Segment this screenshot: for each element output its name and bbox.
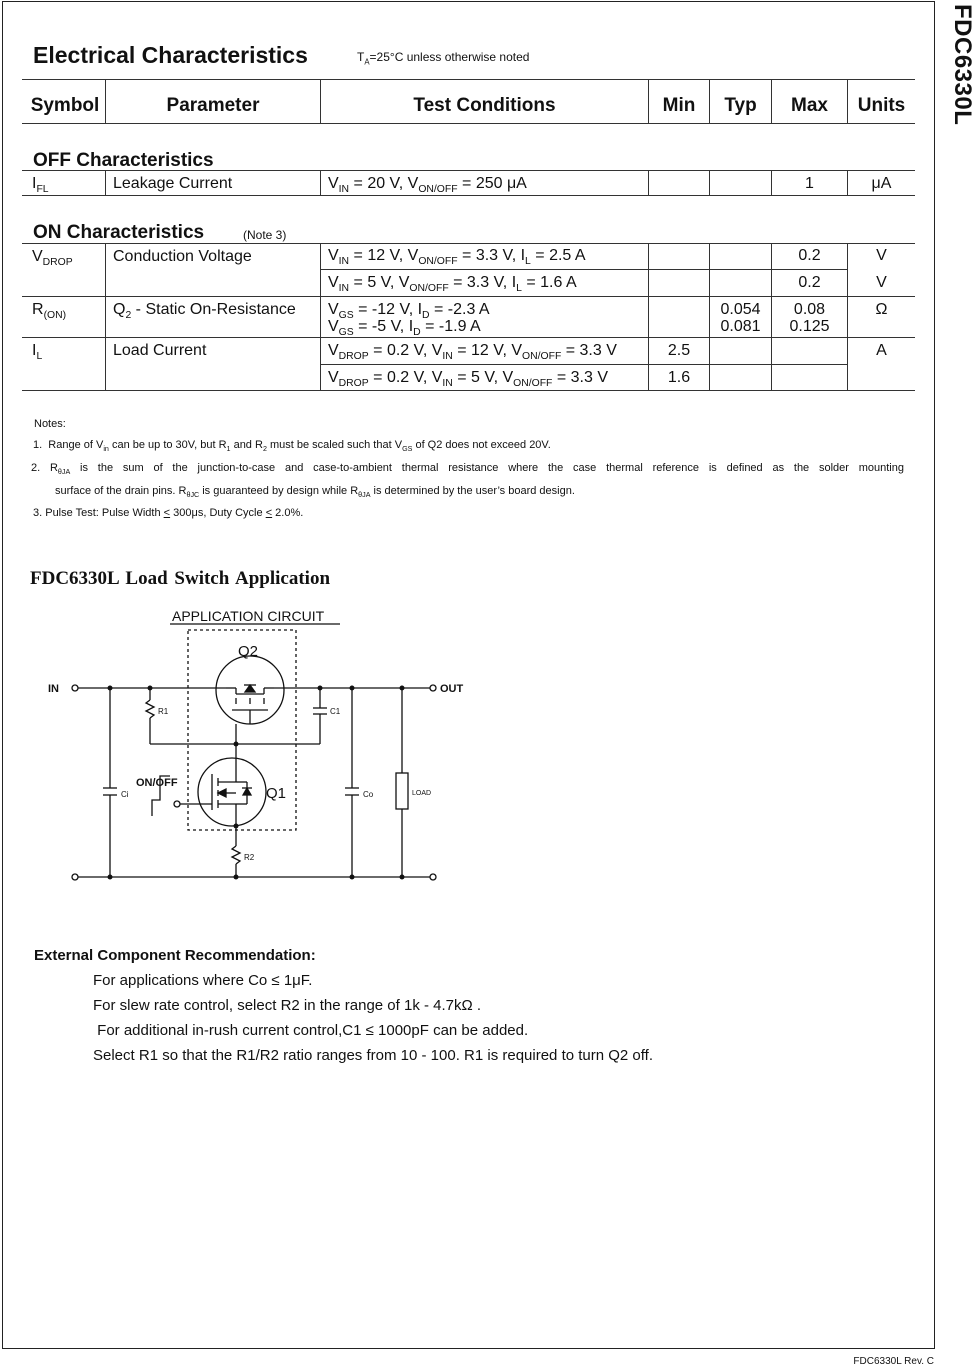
parameter-on-resistance: $Q_2$ - Static On-Resistance xyxy=(113,301,296,322)
col-symbol: Symbol xyxy=(30,95,100,116)
symbol-il: $I_L$ xyxy=(32,342,43,363)
parameter-leakage-current: Leakage Current xyxy=(113,175,233,192)
max-vdrop-2: 0.2 xyxy=(798,274,821,291)
footer-revision: FDC6330L Rev. C xyxy=(853,1356,934,1367)
junction-dot xyxy=(350,686,355,691)
conditions-vdrop-1: $V_{IN} = 12$ V, $V_{ON/OFF} = 3.3$ V, $I_L = 2.5$ A xyxy=(328,247,586,268)
symbol-vdrop: $V_{DROP}$ xyxy=(32,248,73,269)
label-ci: Ci xyxy=(121,790,129,799)
label-q1: Q1 xyxy=(266,785,287,802)
r1-resistor xyxy=(146,700,154,718)
section-title: Electrical Characteristics xyxy=(33,42,308,68)
gnd-left-terminal xyxy=(72,874,78,880)
max-leakage: 1 xyxy=(805,175,814,192)
note-2-cont: surface of the drain pins. $R_{\theta JC}$ is guaranteed by design while $R_{\theta JA}$ is determined by the user’s board design. xyxy=(55,485,575,500)
application-circuit-diagram xyxy=(0,600,520,900)
junction-dot xyxy=(400,686,405,691)
junction-dot xyxy=(148,686,153,691)
load-box xyxy=(396,773,408,809)
notes-title: Notes: xyxy=(34,418,66,430)
application-title: FDC6330L Load Switch Application xyxy=(30,568,331,589)
conditions-il-1: $V_{DROP} = 0.2$ V, $V_{IN} = 12$ V, $V_{ON/OFF} = 3.3$ V xyxy=(328,342,617,363)
label-in: IN xyxy=(48,683,59,695)
label-c1: C1 xyxy=(330,707,341,716)
note-1: 1. Range of $V_{in}$ can be up to 30V, but $R_1$ and $R_2$ must be scaled such that $V_{GS}$ of Q2 does not exceed 20V. xyxy=(33,439,551,454)
col-test-conditions: Test Conditions xyxy=(413,95,556,116)
conditions-leakage: $V_{IN} = 20$ V, $V_{ON/OFF} = 250$ μA xyxy=(328,175,527,196)
recommendation-line-1: For applications where Co ≤ 1μF. xyxy=(93,972,313,989)
junction-dot xyxy=(350,875,355,880)
note-3: 3. Pulse Test: Pulse Width < 300μs, Duty Cycle < 2.0%. xyxy=(33,507,304,519)
temperature-condition: $T_A=25^\circ C$ unless otherwise noted xyxy=(357,50,530,67)
col-parameter: Parameter xyxy=(166,95,260,116)
col-units: Units xyxy=(857,95,906,116)
min-il-2: 1.6 xyxy=(667,369,691,386)
label-out: OUT xyxy=(440,683,464,695)
junction-dot xyxy=(400,875,405,880)
note-3-reference: (Note 3) xyxy=(243,228,287,242)
parameter-load-current: Load Current xyxy=(113,342,207,359)
r2-resistor xyxy=(232,846,240,864)
max-vdrop-1: 0.2 xyxy=(798,247,821,264)
units-il: A xyxy=(876,342,887,359)
conditions-vdrop-2: $V_{IN} = 5$ V, $V_{ON/OFF} = 3.3$ V, $I_L = 1.6$ A xyxy=(328,274,577,295)
circuit-title: APPLICATION CIRCUIT xyxy=(172,608,325,624)
q2-diode xyxy=(245,685,255,692)
parameter-conduction-voltage: Conduction Voltage xyxy=(113,248,252,265)
recommendation-line-2: For slew rate control, select R2 in the range of 1k - 4.7kΩ . xyxy=(93,997,482,1014)
gnd-right-terminal xyxy=(430,874,436,880)
units-leakage: μA xyxy=(871,175,892,192)
recommendation-line-3: For additional in-rush current control,C1 ≤ 1000pF can be added. xyxy=(93,1022,529,1039)
recommendation-line-4: Select R1 so that the R1/R2 ratio ranges from 10 - 100. R1 is required to turn Q2 off. xyxy=(93,1047,654,1064)
conditions-il-2: $V_{DROP} = 0.2$ V, $V_{IN} = 5$ V, $V_{ON/OFF} = 3.3$ V xyxy=(328,369,608,390)
junction-dot xyxy=(234,742,239,747)
note-2: 2. $R_{\theta JA}$ is the sum of the junction-to-case and case-to-ambient thermal resistance where the case thermal reference is defined as the solder mounting xyxy=(31,462,904,477)
col-min: Min xyxy=(662,95,696,116)
col-max: Max xyxy=(791,95,828,116)
junction-dot xyxy=(318,686,323,691)
units-ron: Ω xyxy=(875,301,888,318)
label-load: LOAD xyxy=(412,790,432,797)
q1-transistor-body xyxy=(198,758,266,826)
out-terminal xyxy=(430,685,436,691)
off-characteristics-title: OFF Characteristics xyxy=(33,150,214,171)
max-ron-1: 0.08 xyxy=(793,301,826,318)
typ-ron-2: 0.081 xyxy=(720,318,761,335)
typ-ron-1: 0.054 xyxy=(720,301,761,318)
symbol-ron: $R_{(ON)}$ xyxy=(32,301,67,322)
junction-dot xyxy=(234,824,239,829)
conditions-ron-2: $V_{GS} = -5$ V, $I_D = -1.9$ A xyxy=(328,318,481,339)
junction-dot xyxy=(234,875,239,880)
col-typ: Typ xyxy=(724,95,757,116)
junction-dot xyxy=(108,686,113,691)
symbol-ifl: $I_{FL}$ xyxy=(32,175,49,196)
junction-dot xyxy=(108,875,113,880)
in-terminal xyxy=(72,685,78,691)
min-il-1: 2.5 xyxy=(667,342,691,359)
label-onoff: ON/OFF xyxy=(136,777,178,789)
max-ron-2: 0.125 xyxy=(789,318,830,335)
label-q2: Q2 xyxy=(238,643,259,660)
label-r1: R1 xyxy=(158,707,169,716)
conditions-ron-1: $V_{GS} = -12$ V, $I_D = -2.3$ A xyxy=(328,301,490,322)
recommendation-title: External Component Recommendation: xyxy=(34,947,316,964)
label-co: Co xyxy=(363,790,374,799)
part-number-side-title: FDC6330L xyxy=(949,4,976,126)
units-vdrop-1: V xyxy=(876,247,887,264)
q1-arrow xyxy=(218,789,226,797)
onoff-terminal xyxy=(174,801,180,807)
on-characteristics-title: ON Characteristics xyxy=(33,222,205,243)
label-r2: R2 xyxy=(244,853,255,862)
units-vdrop-2: V xyxy=(876,274,887,291)
